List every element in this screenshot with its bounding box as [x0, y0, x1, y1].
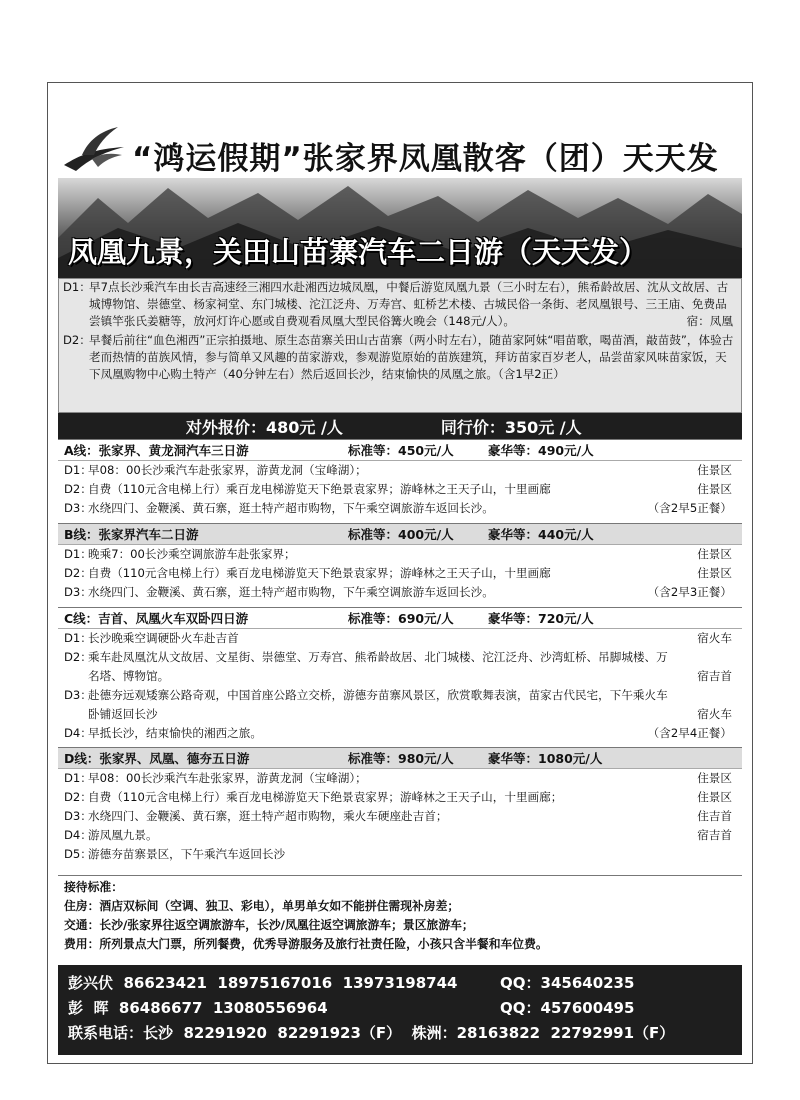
route-day: [58, 564, 742, 583]
day-text: 晚乘7：00长沙乘空调旅游车赴张家界；: [88, 547, 296, 561]
luxury-price: 豪华等：720元/人: [488, 611, 594, 626]
day-label: D2：: [64, 482, 92, 496]
external-price: 对外报价：480元 /人: [186, 417, 343, 437]
itinerary-day-1: [59, 279, 741, 330]
standard-price: 标准等：400元/人: [348, 527, 454, 542]
route-a: [58, 439, 742, 518]
day-label: D2：: [64, 650, 92, 664]
day-text: 早08：00长沙乘汽车赴张家界，游黄龙洞（宝峰湖）；: [88, 771, 367, 785]
day-label: D1：: [64, 547, 92, 561]
day-label: D3：: [64, 688, 92, 702]
day-text: 自费（110元含电梯上行）乘百龙电梯游览天下绝景袁家界；游峰林之王天子山，十里画廊；: [88, 790, 563, 804]
route-header: [58, 523, 742, 545]
day-note: 宿火车: [697, 707, 732, 721]
day-label: D1：: [64, 463, 92, 477]
route-day: [58, 826, 742, 845]
standards-transport: 交通：长沙/张家界往返空调旅游车，长沙/凤凰往返空调旅游车；景区旅游车；: [64, 918, 474, 932]
day-label: D4：: [64, 828, 92, 842]
route-day: [58, 629, 742, 648]
day-text: 早餐后前往“血色湘西”正宗拍摄地、原生态苗寨关田山古苗寨（两小时左右），随苗家阿妹“唱苗歌，喝苗酒，敲苗鼓”，体验古老而热情的苗族风情，参与简单又风趣的苗家游戏，参观游览原始的苗族建筑，拜访苗家百岁老人，品尝苗家风味苗家饭，天下凤凰购物中心购土特产（40分钟左右）然后返回长沙，结束愉快的凤凰之旅。（含1早2正）: [89, 333, 734, 381]
day-text: 早08：00长沙乘汽车赴张家界，游黄龙洞（宝峰湖）；: [88, 463, 367, 477]
day-label: D1：: [64, 631, 92, 645]
day-text: 赴德夯远观矮寨公路奇观，中国首座公路立交桥，游德夯苗寨风景区，欣赏歌舞表演，苗家古代民宅，下午乘火车卧铺返回长沙: [88, 688, 668, 721]
route-d: [58, 747, 742, 864]
contact-bar: [58, 965, 742, 1055]
day-note: 住景区: [697, 790, 732, 804]
day-label: D5：: [64, 847, 92, 861]
day-stay: 宿：凤凰: [686, 314, 733, 328]
header: [48, 83, 752, 193]
luxury-price: 豪华等：490元/人: [488, 443, 594, 458]
day-text: 早7点长沙乘汽车由长吉高速经三湘四水赴湘西边城凤凰，中餐后游览凤凰九景（三小时左右），熊希龄故居、沈从文故居、古城博物馆、崇德堂、杨家祠堂、东门城楼、沱江泛舟、万寿宫、虹桥艺术楼、古城民俗一条街、老凤凰银号、三王庙、免费品尝镇竿张氏姜糖等，放河灯许心愿或自费观看凤凰大型民俗篝火晚会（148元/人）。: [89, 280, 729, 328]
standards-lodging: 住房：酒店双标间（空调、独卫、彩电），单男单女如不能拼住需现补房差；: [64, 899, 460, 913]
route-day: [58, 499, 742, 518]
day-text: 水绕四门、金鞭溪、黄石寨，逛土特产超市购物，下午乘空调旅游车返回长沙。: [88, 501, 494, 515]
day-text: 自费（110元含电梯上行）乘百龙电梯游览天下绝景袁家界；游峰林之王天子山，十里画廊: [88, 566, 551, 580]
route-header: [58, 607, 742, 629]
route-header: [58, 747, 742, 769]
day-label: D4：: [64, 726, 92, 740]
standard-price: 标准等：450元/人: [348, 443, 454, 458]
route-title: D线：张家界、凤凰、德夯五日游: [64, 751, 250, 766]
route-b: [58, 523, 742, 602]
day-label: D3：: [64, 809, 92, 823]
day-note: （含2早5正餐）: [647, 501, 732, 515]
day-text: 水绕四门、金鞭溪、黄石寨，逛土特产超市购物，下午乘空调旅游车返回长沙。: [88, 585, 494, 599]
day-label: D2：: [63, 333, 91, 347]
day-note: 住景区: [697, 463, 732, 477]
standards-title: 接待标准：: [64, 880, 123, 894]
flyer-sheet: [47, 82, 753, 1064]
day-text: 早抵长沙，结束愉快的湘西之旅。: [88, 726, 262, 740]
contact-qq: QQ：457600495: [500, 999, 635, 1017]
route-day: [58, 788, 742, 807]
route-day: [58, 724, 742, 743]
route-header: [58, 439, 742, 461]
day-note: 宿吉首: [697, 828, 732, 842]
route-title: C线：吉首、凤凰火车双卧四日游: [64, 611, 249, 626]
page-title: “鸿运假期”张家界凤凰散客（团）天天发: [132, 141, 719, 177]
day-label: D1：: [64, 771, 92, 785]
itinerary-day-2: [59, 332, 741, 383]
day-note: 住景区: [697, 547, 732, 561]
day-text: 游凤凰九景。: [88, 828, 158, 842]
day-label: D2：: [64, 790, 92, 804]
day-text: 自费（110元含电梯上行）乘百龙电梯游览天下绝景袁家界；游峰林之王天子山，十里画廊: [88, 482, 551, 496]
route-day: [58, 583, 742, 602]
swallow-logo-icon: [62, 125, 126, 173]
banner-title: 凤凰九景，关田山苗寨汽车二日游（天天发）: [68, 235, 649, 269]
day-note: 住景区: [697, 482, 732, 496]
day-text: 长沙晚乘空调硬卧火车赴吉首: [88, 631, 239, 645]
day-label: D1：: [63, 280, 91, 294]
route-day: [58, 545, 742, 564]
route-day: [58, 648, 742, 686]
route-day: [58, 686, 742, 724]
day-label: D2：: [64, 566, 92, 580]
route-day: [58, 845, 742, 864]
route-title: A线：张家界、黄龙洞汽车三日游: [64, 443, 249, 458]
itinerary-box: [58, 278, 742, 413]
luxury-price: 豪华等：1080元/人: [488, 751, 603, 766]
service-standards: [58, 875, 742, 956]
contact-phones: 彭兴伏 86623421 18975167016 13973198744: [68, 974, 458, 992]
contact-main-phones: 联系电话：长沙 82291920 82291923（F） 株洲：28163822 22792991（F）: [68, 1024, 675, 1042]
day-text: 水绕四门、金鞭溪、黄石寨，逛土特产超市购物，乘火车硬座赴吉首；: [88, 809, 448, 823]
day-note: 宿火车: [697, 631, 732, 645]
day-note: 住景区: [697, 771, 732, 785]
day-label: D3：: [64, 501, 92, 515]
contact-qq: QQ：345640235: [500, 974, 635, 992]
day-text: 乘车赴凤凰沈从文故居、文星街、崇德堂、万寿宫、熊希龄故居、北门城楼、沱江泛舟、沙湾虹桥、吊脚城楼、万名塔、博物馆。: [88, 650, 668, 683]
contact-row-1: [68, 971, 732, 996]
luxury-price: 豪华等：440元/人: [488, 527, 594, 542]
route-day: [58, 480, 742, 499]
standard-price: 标准等：690元/人: [348, 611, 454, 626]
peer-price: 同行价：350元 /人: [440, 417, 582, 437]
contact-phones: 彭 晖 86486677 13080556964: [68, 999, 328, 1017]
route-c: [58, 607, 742, 743]
contact-row-2: [68, 996, 732, 1021]
scenery-banner: [58, 178, 742, 278]
day-note: （含2早3正餐）: [647, 585, 732, 599]
day-note: （含2早4正餐）: [647, 726, 732, 740]
price-bar: [58, 413, 742, 439]
day-note: 宿吉首: [697, 669, 732, 683]
route-title: B线：张家界汽车二日游: [64, 527, 199, 542]
route-day: [58, 769, 742, 788]
day-note: 住吉首: [697, 809, 732, 823]
contact-row-3: [68, 1021, 732, 1046]
standard-price: 标准等：980元/人: [348, 751, 454, 766]
day-label: D3：: [64, 585, 92, 599]
route-day: [58, 807, 742, 826]
day-text: 游德夯苗寨景区，下午乘汽车返回长沙: [88, 847, 286, 861]
day-note: 住景区: [697, 566, 732, 580]
standards-fees: 费用：所列景点大门票，所列餐费，优秀导游服务及旅行社责任险，小孩只含半餐和车位费。: [64, 937, 548, 951]
route-day: [58, 461, 742, 480]
